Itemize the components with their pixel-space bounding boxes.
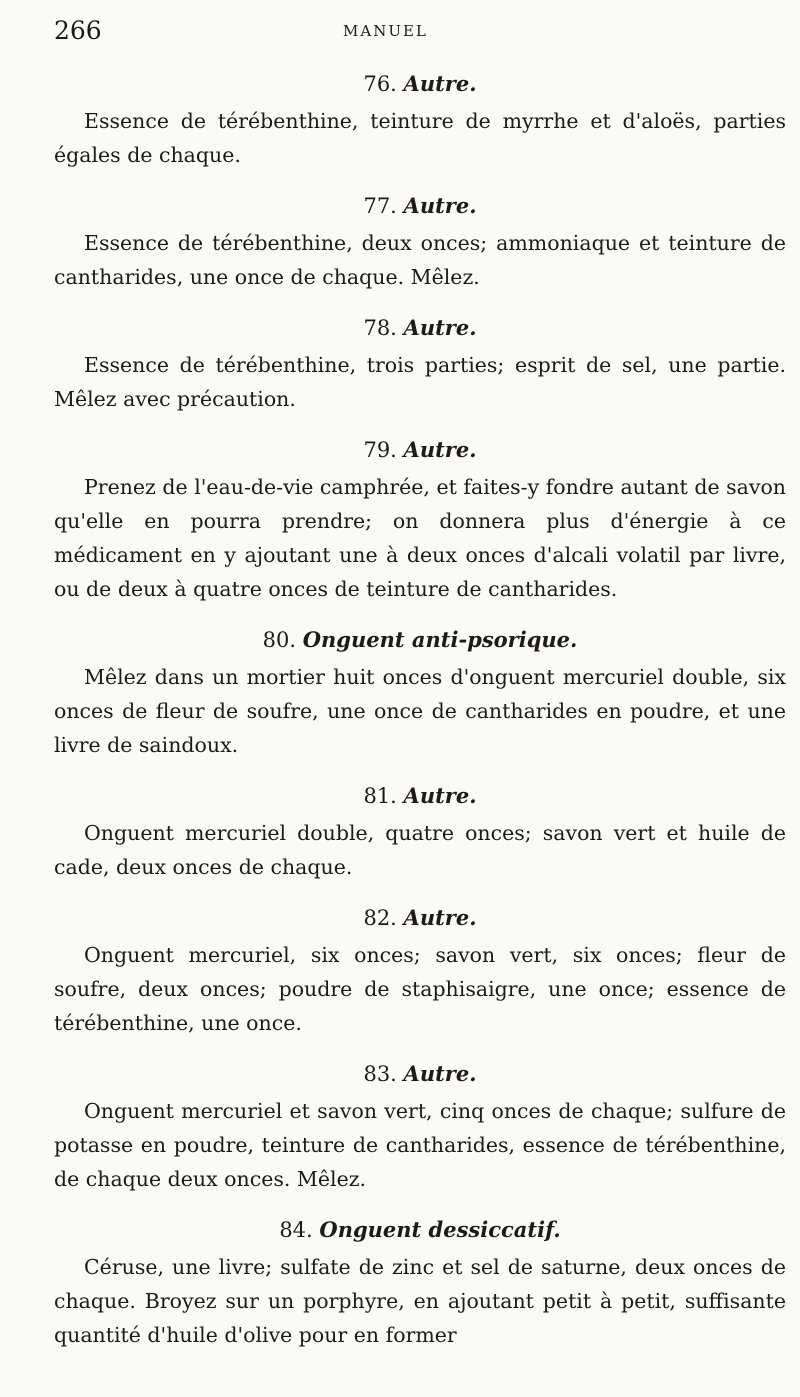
recipe-number: 83. [363,1062,397,1086]
recipe-text: Onguent mercuriel double, quatre onces; savon vert et huile de cade, deux onces de chaque. [54,821,786,879]
recipe-number: 77. [363,194,397,218]
recipe-title: Onguent dessiccatif. [319,1217,561,1242]
recipe-heading [54,312,786,344]
recipe-entry [54,190,786,294]
recipe-heading [54,624,786,656]
recipe-text: Onguent mercuriel et savon vert, cinq onces de chaque; sulfure de potasse en poudre, teinture de cantharides, essence de térébenthine, de chaque deux onces. Mêlez. [54,1099,786,1191]
recipe-text: Mêlez dans un mortier huit onces d'onguent mercuriel double, six onces de fleur de soufre, une once de cantharides en poudre, et une livre de saindoux. [54,665,786,757]
recipe-heading [54,1214,786,1246]
recipe-number: 79. [363,438,397,462]
recipe-title: Autre. [403,905,477,930]
recipe-heading [54,434,786,466]
recipe-number: 78. [363,316,397,340]
recipe-heading [54,190,786,222]
recipe-title: Autre. [403,1061,477,1086]
page-number: 266 [54,16,102,45]
recipe-title: Autre. [403,193,477,218]
recipe-title: Onguent anti-psorique. [302,627,578,652]
recipe-title: Autre. [403,783,477,808]
recipe-text: Onguent mercuriel, six onces; savon vert, six onces; fleur de soufre, deux onces; poudre de staphisaigre, une once; essence de térébenthine, une once. [54,943,786,1035]
page-body [54,68,786,1370]
recipe-number: 76. [363,72,397,96]
page-header [0,16,800,56]
recipe-heading [54,902,786,934]
recipe-entry [54,780,786,884]
recipe-heading [54,780,786,812]
recipe-entry [54,1214,786,1352]
recipe-title: Autre. [403,71,477,96]
recipe-number: 82. [363,906,397,930]
recipe-number: 80. [262,628,297,652]
recipe-entry [54,1058,786,1196]
recipe-text: Céruse, une livre; sulfate de zinc et sel de saturne, deux onces de chaque. Broyez sur un porphyre, en ajoutant petit à petit, suffisante quantité d'huile d'olive pour en former [54,1255,786,1347]
recipe-entry [54,624,786,762]
recipe-number: 81. [363,784,397,808]
recipe-title: Autre. [403,437,477,462]
recipe-entry [54,68,786,172]
recipe-entry [54,312,786,416]
recipe-heading [54,68,786,100]
recipe-entry [54,434,786,606]
recipe-text: Essence de térébenthine, deux onces; ammoniaque et teinture de cantharides, une once de chaque. Mêlez. [54,231,786,289]
recipe-heading [54,1058,786,1090]
recipe-entry [54,902,786,1040]
recipe-text: Essence de térébenthine, trois parties; esprit de sel, une partie. Mêlez avec précaution. [54,353,786,411]
recipe-title: Autre. [403,315,477,340]
recipe-number: 84. [279,1218,313,1242]
running-title: MANUEL [343,22,428,40]
recipe-text: Prenez de l'eau-de-vie camphrée, et faites-y fondre autant de savon qu'elle en pourra prendre; on donnera plus d'énergie à ce médicament en y ajoutant une à deux onces d'alcali volatil par livre, ou de deux à quatre onces de teinture de cantharides. [54,475,786,601]
recipe-text: Essence de térébenthine, teinture de myrrhe et d'aloës, parties égales de chaque. [54,109,786,167]
